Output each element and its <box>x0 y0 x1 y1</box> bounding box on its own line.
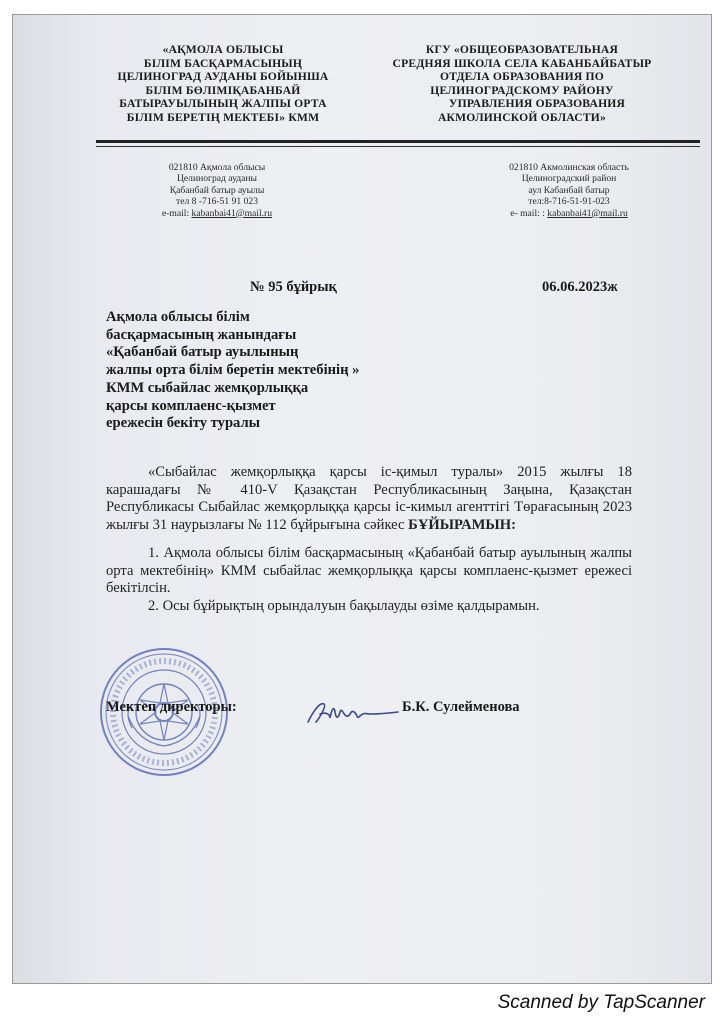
header-line: ЦЕЛИНОГРАДСКОМУ РАЙОНУ <box>430 83 614 97</box>
email-link[interactable]: kabanbai41@mail.ru <box>547 207 628 219</box>
subject-line: жалпы орта білім беретін мектебінің » <box>106 362 360 379</box>
body-paragraph-preamble <box>106 464 632 535</box>
subject-line: КММ сыбайлас жемқорлыққа <box>106 379 309 396</box>
address-line: 021810 Акмолинская область <box>509 162 629 173</box>
header-line: ОТДЕЛА ОБРАЗОВАНИЯ ПО <box>440 70 604 84</box>
header-line: КГУ «ОБЩЕОБРАЗОВАТЕЛЬНАЯ <box>425 43 619 56</box>
subject-line: басқармасының жанындағы <box>106 326 297 343</box>
scanner-watermark: Scanned by TapScanner <box>497 992 705 1013</box>
preamble-text: «Сыбайлас жемқорлыққа қарсы іс-қимыл туралы» 2015 жылғы 18 карашадағы № 410-V Қазақстан Республикасының Заңына, Қазақстан Республикасы Сыбайлас жемқорлыққа қарсы іс-кимыл агенттігі Төрағасының 2023 жылғы 31 наурызлағы № 112 бұйрығына сәйкес <box>106 464 632 534</box>
subject-line: ережесін бекіту туралы <box>106 415 261 432</box>
address-line: Целиноградский район <box>521 173 617 185</box>
subject-line: Ақмола облысы білім <box>106 309 250 325</box>
subject-line: «Қабанбай батыр ауылының <box>106 344 299 361</box>
header-line: УПРАВЛЕНИЯ ОБРАЗОВАНИЯ <box>448 97 626 111</box>
address-email-row <box>484 208 654 219</box>
header-russian <box>386 43 658 125</box>
header-line: БІЛІМ БАСҚАРМАСЫНЫҢ <box>143 56 303 70</box>
email-link[interactable]: kabanbai41@mail.ru <box>191 207 273 219</box>
body-paragraph-item-1: 1. Ақмола облысы білім басқармасының «Қабанбай батыр ауылының жалпы орта мектебінің» КММ сыбайлас жемқорлыққа қарсы комплаенс-қызмет ережесі бекітілсін. <box>106 545 632 597</box>
subject-line: қарсы комплаенс-қызмет <box>106 397 276 414</box>
address-phone: тел 8 -716-51 91 023 <box>176 196 258 208</box>
address-line: 021810 Ақмола облысы <box>168 162 266 173</box>
header-line: «АҚМОЛА ОБЛЫСЫ <box>162 43 284 56</box>
address-kazakh <box>132 162 302 219</box>
order-date: 06.06.2023ж <box>542 279 618 295</box>
address-phone: тел:8-716-51-91-023 <box>528 196 610 208</box>
address-line: Целиноград ауданы <box>177 173 257 185</box>
header-line: ЦЕЛИНОГРАД АУДАНЫ БОЙЫНША <box>117 70 329 84</box>
address-line: аул Кабанбай батыр <box>528 184 610 196</box>
address-russian <box>484 162 654 219</box>
header-line: БІЛІМ БӨЛІМІҚАБАНБАЙ <box>145 83 301 97</box>
body-paragraph-item-2: 2. Осы бұйрықтың орындалуын бақылауды өзіме қалдырамын. <box>148 598 540 614</box>
order-command: БҰЙЫРАМЫН: <box>408 517 516 534</box>
address-line: Қабанбай батыр ауылы <box>169 184 265 196</box>
handwritten-signature-icon <box>300 692 400 730</box>
order-subject <box>106 309 436 433</box>
email-label: e- mail: : <box>510 207 548 219</box>
address-email-row <box>132 208 302 219</box>
header-line: АКМОЛИНСКОЙ ОБЛАСТИ» <box>437 110 606 124</box>
header-kazakh <box>108 43 338 125</box>
header-divider-thick <box>96 140 700 143</box>
signatory-role: Мектеп директоры: <box>106 699 237 715</box>
email-label: e-mail: <box>161 207 192 219</box>
header-line: БАТЫРАУЫЛЫНЫҢ ЖАЛПЫ ОРТА <box>119 97 327 111</box>
header-line: БІЛІМ БЕРЕТІҢ МЕКТЕБІ» КММ <box>126 110 320 124</box>
order-number: № 95 бұйрық <box>250 279 337 295</box>
header-divider-thin <box>96 146 700 147</box>
header-line: СРЕДНЯЯ ШКОЛА СЕЛА КАБАНБАЙБАТЫР <box>392 56 652 70</box>
signatory-name: Б.К. Сулейменова <box>402 699 520 715</box>
